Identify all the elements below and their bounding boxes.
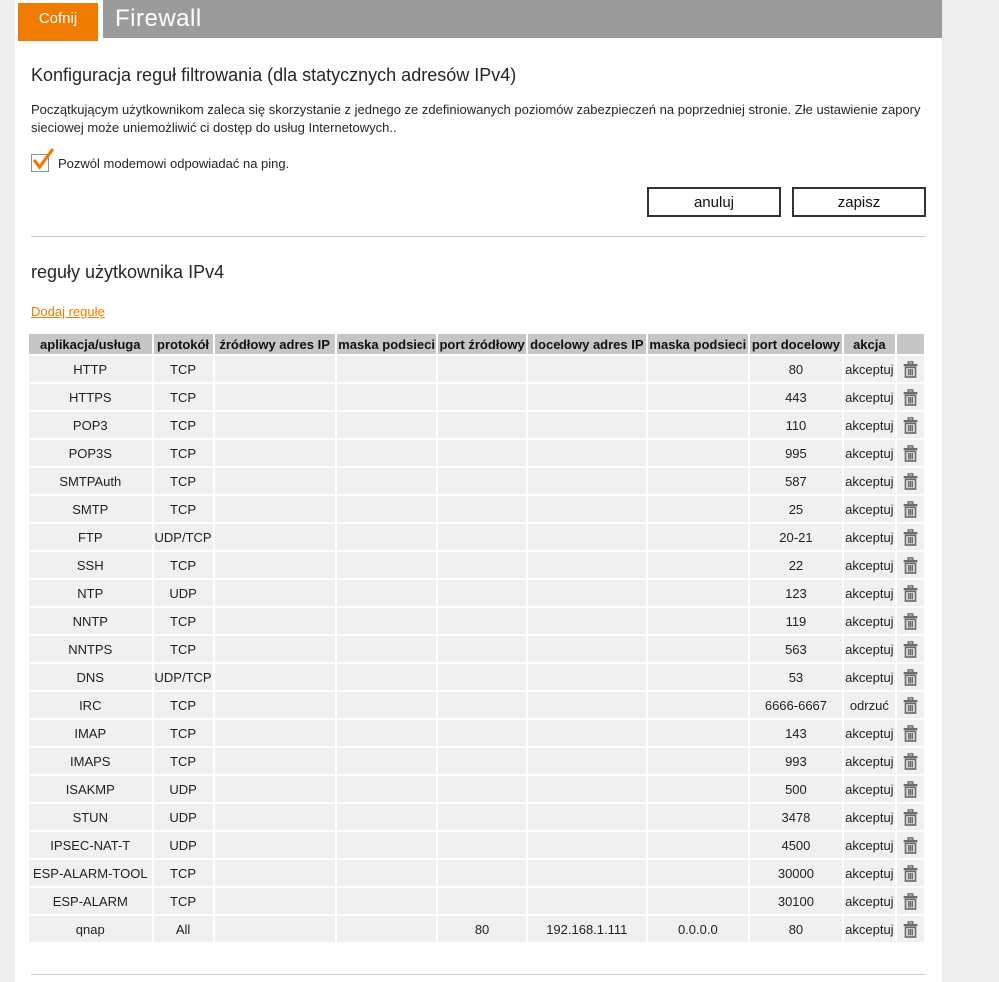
cell-action: akceptuj: [844, 552, 894, 578]
cell-source-port: [438, 468, 525, 494]
cell-source-port: [438, 832, 525, 858]
cell-action: akceptuj: [844, 468, 894, 494]
cell-application: IMAP: [29, 720, 152, 746]
cell-destination-port: 993: [750, 748, 842, 774]
delete-rule-button[interactable]: [897, 468, 924, 494]
cell-source-mask: [337, 608, 437, 634]
table-header-row: [29, 334, 924, 354]
cell-destination-mask: [648, 636, 748, 662]
cell-protocol: TCP: [154, 636, 213, 662]
trash-icon: [903, 893, 918, 910]
cell-protocol: UDP: [154, 776, 213, 802]
cell-destination-port: 110: [750, 412, 842, 438]
cell-source-mask: [337, 384, 437, 410]
trash-icon: [903, 865, 918, 882]
cell-action: akceptuj: [844, 384, 894, 410]
cell-destination-mask: [648, 888, 748, 914]
cell-destination-mask: [648, 440, 748, 466]
cell-protocol: TCP: [154, 356, 213, 382]
cell-action: akceptuj: [844, 524, 894, 550]
cell-destination-ip: [528, 580, 646, 606]
cell-destination-port: 3478: [750, 804, 842, 830]
cell-source-mask: [337, 916, 437, 942]
table-row: [29, 468, 924, 494]
cell-source-mask: [337, 832, 437, 858]
trash-icon: [903, 585, 918, 602]
cell-source-port: [438, 860, 525, 886]
cell-destination-port: 30000: [750, 860, 842, 886]
cell-protocol: UDP: [154, 804, 213, 830]
delete-rule-button[interactable]: [897, 692, 924, 718]
cell-application: IRC: [29, 692, 152, 718]
cell-source-port: [438, 384, 525, 410]
cell-source-mask: [337, 412, 437, 438]
cell-source-ip: [215, 832, 335, 858]
cell-source-ip: [215, 552, 335, 578]
cell-action: akceptuj: [844, 580, 894, 606]
cell-destination-port: 119: [750, 608, 842, 634]
cell-source-mask: [337, 664, 437, 690]
cell-source-ip: [215, 720, 335, 746]
cell-action: akceptuj: [844, 888, 894, 914]
cell-source-ip: [215, 636, 335, 662]
trash-icon: [903, 417, 918, 434]
cell-action: akceptuj: [844, 412, 894, 438]
cell-source-ip: [215, 524, 335, 550]
add-rule-link[interactable]: Dodaj regułę: [31, 304, 105, 319]
cell-source-port: [438, 888, 525, 914]
section-divider: [31, 236, 926, 237]
trash-icon: [903, 557, 918, 574]
cell-source-mask: [337, 804, 437, 830]
delete-rule-button[interactable]: [897, 776, 924, 802]
table-row: [29, 776, 924, 802]
topbar: [15, 0, 942, 42]
delete-rule-button[interactable]: [897, 832, 924, 858]
trash-icon: [903, 837, 918, 854]
trash-icon: [903, 753, 918, 770]
rules-section-heading: reguły użytkownika IPv4: [31, 262, 225, 282]
table-row: [29, 412, 924, 438]
bottom-divider: [31, 974, 926, 975]
cell-source-port: [438, 776, 525, 802]
cell-action: akceptuj: [844, 496, 894, 522]
cell-destination-ip: [528, 412, 646, 438]
table-row: [29, 804, 924, 830]
table-header-cell: [897, 334, 924, 354]
cell-destination-mask: 0.0.0.0: [648, 916, 748, 942]
trash-icon: [903, 725, 918, 742]
cell-destination-ip: [528, 496, 646, 522]
table-row: [29, 748, 924, 774]
cell-protocol: TCP: [154, 412, 213, 438]
cell-source-mask: [337, 692, 437, 718]
cell-source-ip: [215, 804, 335, 830]
table-header-cell: aplikacja/usługa: [29, 334, 152, 354]
cell-application: SSH: [29, 552, 152, 578]
cancel-button[interactable]: anuluj: [647, 187, 781, 217]
table-row: [29, 916, 924, 942]
delete-rule-button[interactable]: [897, 552, 924, 578]
cell-destination-mask: [648, 552, 748, 578]
cell-source-ip: [215, 776, 335, 802]
table-row: [29, 608, 924, 634]
cell-application: NTP: [29, 580, 152, 606]
cell-source-port: [438, 524, 525, 550]
cell-source-ip: [215, 580, 335, 606]
cell-destination-port: 30100: [750, 888, 842, 914]
table-header-cell: źródłowy adres IP: [215, 334, 335, 354]
cell-destination-mask: [648, 468, 748, 494]
cell-destination-mask: [648, 384, 748, 410]
table-row: [29, 496, 924, 522]
cell-action: akceptuj: [844, 720, 894, 746]
table-header-cell: maska podsieci: [337, 334, 437, 354]
cell-protocol: UDP: [154, 580, 213, 606]
delete-rule-button[interactable]: [897, 356, 924, 382]
trash-icon: [903, 501, 918, 518]
config-section-heading: Konfiguracja reguł filtrowania (dla statycznych adresów IPv4): [31, 65, 517, 85]
cell-application: ESP-ALARM: [29, 888, 152, 914]
cell-protocol: UDP/TCP: [154, 664, 213, 690]
cell-action: akceptuj: [844, 664, 894, 690]
cell-source-mask: [337, 496, 437, 522]
delete-rule-button[interactable]: [897, 748, 924, 774]
table-row: [29, 832, 924, 858]
cell-application: FTP: [29, 524, 152, 550]
cell-source-ip: [215, 384, 335, 410]
cell-destination-ip: [528, 776, 646, 802]
cell-destination-mask: [648, 720, 748, 746]
cell-protocol: TCP: [154, 860, 213, 886]
rules-table: [27, 332, 926, 944]
cell-action: akceptuj: [844, 916, 894, 942]
delete-rule-button[interactable]: [897, 496, 924, 522]
cell-source-port: [438, 440, 525, 466]
cell-protocol: TCP: [154, 692, 213, 718]
title-bar: [103, 0, 942, 38]
cell-application: NNTP: [29, 608, 152, 634]
delete-rule-button[interactable]: [897, 888, 924, 914]
table-row: [29, 580, 924, 606]
cell-destination-mask: [648, 580, 748, 606]
cell-source-port: [438, 748, 525, 774]
table-row: [29, 664, 924, 690]
cell-destination-port: 587: [750, 468, 842, 494]
cell-protocol: TCP: [154, 608, 213, 634]
cell-source-ip: [215, 496, 335, 522]
cell-action: akceptuj: [844, 832, 894, 858]
cell-destination-port: 6666-6667: [750, 692, 842, 718]
cell-source-mask: [337, 440, 437, 466]
cell-action: akceptuj: [844, 748, 894, 774]
table-row: [29, 552, 924, 578]
table-header-cell: port docelowy: [750, 334, 842, 354]
cell-source-ip: [215, 412, 335, 438]
cell-protocol: TCP: [154, 496, 213, 522]
cell-application: IMAPS: [29, 748, 152, 774]
content-card: [15, 0, 942, 982]
table-header-cell: protokół: [154, 334, 213, 354]
cell-application: DNS: [29, 664, 152, 690]
cell-destination-port: 995: [750, 440, 842, 466]
cell-destination-mask: [648, 524, 748, 550]
cell-destination-mask: [648, 832, 748, 858]
cell-application: STUN: [29, 804, 152, 830]
trash-icon: [903, 445, 918, 462]
cell-source-mask: [337, 636, 437, 662]
cell-source-ip: [215, 748, 335, 774]
cell-source-port: [438, 692, 525, 718]
delete-rule-button[interactable]: [897, 608, 924, 634]
cell-destination-mask: [648, 860, 748, 886]
back-button[interactable]: Cofnij: [18, 3, 98, 41]
cell-destination-port: 123: [750, 580, 842, 606]
cell-source-ip: [215, 356, 335, 382]
table-header-cell: port źródłowy: [438, 334, 525, 354]
cell-application: POP3S: [29, 440, 152, 466]
delete-rule-button[interactable]: [897, 412, 924, 438]
cell-destination-mask: [648, 748, 748, 774]
trash-icon: [903, 781, 918, 798]
cell-source-mask: [337, 468, 437, 494]
cell-destination-ip: [528, 832, 646, 858]
cell-source-ip: [215, 916, 335, 942]
cell-source-mask: [337, 860, 437, 886]
trash-icon: [903, 697, 918, 714]
cell-source-mask: [337, 748, 437, 774]
cell-source-mask: [337, 720, 437, 746]
trash-icon: [903, 613, 918, 630]
delete-rule-button[interactable]: [897, 440, 924, 466]
form-buttons: [31, 187, 926, 217]
trash-icon: [903, 361, 918, 378]
cell-source-mask: [337, 356, 437, 382]
cell-destination-mask: [648, 356, 748, 382]
ping-checkbox[interactable]: [31, 154, 49, 172]
cell-source-ip: [215, 664, 335, 690]
trash-icon: [903, 641, 918, 658]
cell-destination-ip: [528, 552, 646, 578]
cell-action: akceptuj: [844, 608, 894, 634]
cell-destination-ip: [528, 384, 646, 410]
cell-protocol: TCP: [154, 440, 213, 466]
table-header-cell: docelowy adres IP: [528, 334, 646, 354]
cell-protocol: TCP: [154, 720, 213, 746]
cell-source-port: [438, 608, 525, 634]
cell-source-mask: [337, 776, 437, 802]
config-description: Początkującym użytkownikom zaleca się skorzystanie z jednego ze zdefiniowanych poziomów zabezpieczeń na poprzedniej stronie. Złe ustawienie zapory sieciowej może uniemożliwić ci dostęp do usług Internetowych..: [31, 102, 921, 135]
cell-destination-mask: [648, 608, 748, 634]
table-header-cell: maska podsieci: [648, 334, 748, 354]
table-row: [29, 636, 924, 662]
cell-application: ISAKMP: [29, 776, 152, 802]
cell-application: IPSEC-NAT-T: [29, 832, 152, 858]
cell-destination-ip: [528, 440, 646, 466]
cell-application: SMTPAuth: [29, 468, 152, 494]
cell-destination-port: 22: [750, 552, 842, 578]
cell-destination-ip: [528, 608, 646, 634]
delete-rule-button[interactable]: [897, 720, 924, 746]
table-row: [29, 860, 924, 886]
table-row: [29, 440, 924, 466]
cell-source-port: [438, 496, 525, 522]
delete-rule-button[interactable]: [897, 580, 924, 606]
cell-action: akceptuj: [844, 356, 894, 382]
cell-action: akceptuj: [844, 776, 894, 802]
cell-destination-ip: [528, 664, 646, 690]
cell-source-port: [438, 720, 525, 746]
cell-application: HTTPS: [29, 384, 152, 410]
cell-source-port: [438, 356, 525, 382]
cell-destination-port: 20-21: [750, 524, 842, 550]
cell-action: akceptuj: [844, 440, 894, 466]
cell-protocol: UDP/TCP: [154, 524, 213, 550]
cell-destination-mask: [648, 664, 748, 690]
cell-destination-ip: [528, 636, 646, 662]
ping-checkbox-label: Pozwól modemowi odpowiadać na ping.: [58, 155, 290, 171]
cell-source-mask: [337, 524, 437, 550]
cell-destination-mask: [648, 496, 748, 522]
cell-destination-ip: [528, 888, 646, 914]
table-row: [29, 720, 924, 746]
save-button[interactable]: zapisz: [792, 187, 926, 217]
delete-rule-button[interactable]: [897, 860, 924, 886]
cell-application: SMTP: [29, 496, 152, 522]
trash-icon: [903, 389, 918, 406]
cell-destination-ip: [528, 356, 646, 382]
cell-source-port: [438, 636, 525, 662]
delete-rule-button[interactable]: [897, 664, 924, 690]
cell-source-mask: [337, 888, 437, 914]
cell-source-port: [438, 804, 525, 830]
cell-destination-port: 80: [750, 356, 842, 382]
delete-rule-button[interactable]: [897, 524, 924, 550]
cell-protocol: TCP: [154, 384, 213, 410]
cell-destination-port: 143: [750, 720, 842, 746]
cell-application: qnap: [29, 916, 152, 942]
cell-destination-ip: [528, 720, 646, 746]
cell-destination-port: 80: [750, 916, 842, 942]
cell-source-ip: [215, 860, 335, 886]
table-row: [29, 692, 924, 718]
cell-protocol: TCP: [154, 552, 213, 578]
cell-destination-port: 25: [750, 496, 842, 522]
cell-destination-port: 4500: [750, 832, 842, 858]
cell-source-port: [438, 580, 525, 606]
cell-destination-mask: [648, 776, 748, 802]
cell-action: odrzuć: [844, 692, 894, 718]
cell-source-port: [438, 664, 525, 690]
trash-icon: [903, 669, 918, 686]
trash-icon: [903, 529, 918, 546]
trash-icon: [903, 809, 918, 826]
checkmark-icon: [32, 148, 55, 170]
cell-destination-port: 443: [750, 384, 842, 410]
table-header-cell: akcja: [844, 334, 894, 354]
cell-destination-mask: [648, 804, 748, 830]
cell-destination-ip: 192.168.1.111: [528, 916, 646, 942]
cell-protocol: TCP: [154, 888, 213, 914]
ping-option-row: [31, 152, 926, 174]
cell-destination-ip: [528, 748, 646, 774]
page-title: Firewall: [115, 5, 202, 32]
cell-source-port: [438, 412, 525, 438]
table-row: [29, 888, 924, 914]
cell-source-port: 80: [438, 916, 525, 942]
delete-rule-button[interactable]: [897, 804, 924, 830]
cell-application: ESP-ALARM-TOOL: [29, 860, 152, 886]
cell-source-ip: [215, 888, 335, 914]
cell-source-mask: [337, 552, 437, 578]
cell-source-ip: [215, 468, 335, 494]
cell-destination-ip: [528, 860, 646, 886]
main-content: [15, 65, 942, 975]
table-row: [29, 356, 924, 382]
cell-source-port: [438, 552, 525, 578]
delete-rule-button[interactable]: [897, 636, 924, 662]
delete-rule-button[interactable]: [897, 916, 924, 942]
cell-application: HTTP: [29, 356, 152, 382]
trash-icon: [903, 473, 918, 490]
cell-destination-mask: [648, 692, 748, 718]
cell-protocol: TCP: [154, 748, 213, 774]
cell-protocol: UDP: [154, 832, 213, 858]
cell-destination-port: 563: [750, 636, 842, 662]
cell-destination-ip: [528, 804, 646, 830]
cell-destination-ip: [528, 692, 646, 718]
cell-action: akceptuj: [844, 860, 894, 886]
trash-icon: [903, 921, 918, 938]
cell-destination-ip: [528, 468, 646, 494]
cell-source-mask: [337, 580, 437, 606]
cell-source-ip: [215, 608, 335, 634]
table-row: [29, 524, 924, 550]
cell-action: akceptuj: [844, 804, 894, 830]
cell-application: POP3: [29, 412, 152, 438]
cell-action: akceptuj: [844, 636, 894, 662]
cell-protocol: All: [154, 916, 213, 942]
cell-destination-mask: [648, 412, 748, 438]
cell-destination-ip: [528, 524, 646, 550]
delete-rule-button[interactable]: [897, 384, 924, 410]
cell-destination-port: 53: [750, 664, 842, 690]
cell-source-ip: [215, 692, 335, 718]
cell-application: NNTPS: [29, 636, 152, 662]
cell-source-ip: [215, 440, 335, 466]
table-row: [29, 384, 924, 410]
cell-protocol: TCP: [154, 468, 213, 494]
cell-destination-port: 500: [750, 776, 842, 802]
